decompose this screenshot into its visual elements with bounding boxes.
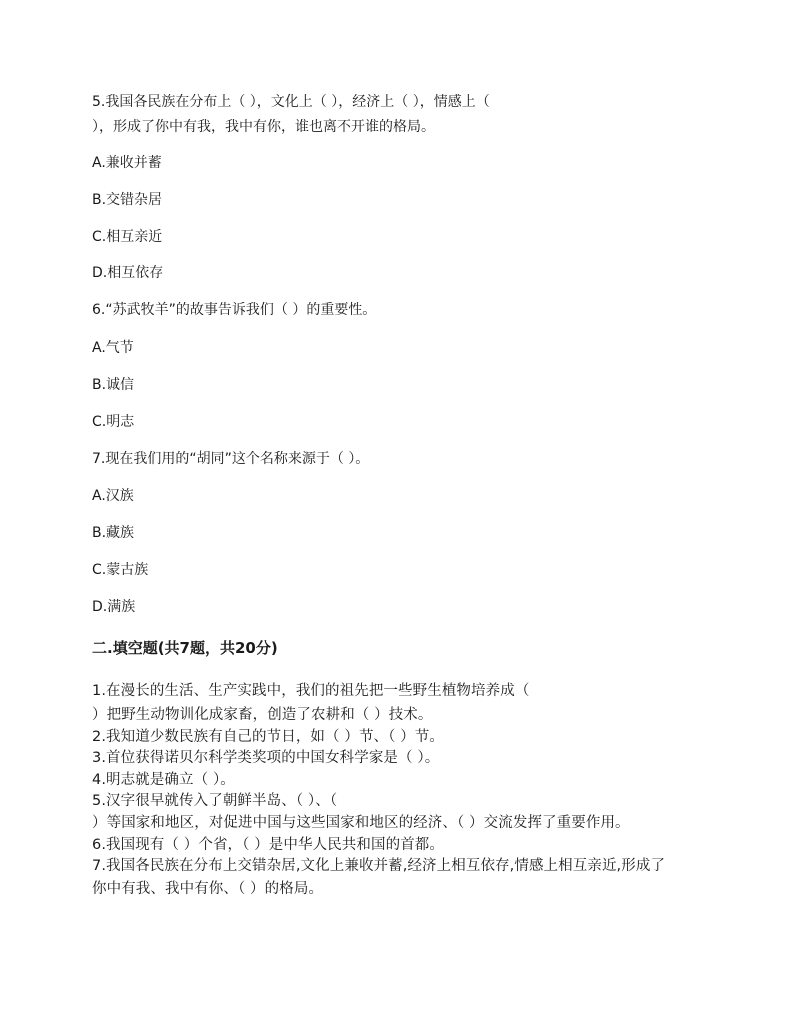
- question-6-option-a: A.气节: [92, 340, 134, 356]
- question-6-option-c: C.明志: [92, 414, 135, 430]
- fill-line-7: ）等国家和地区，对促进中国与这些国家和地区的经济、（ ）交流发挥了重要作用。: [92, 815, 630, 831]
- fill-line-1: 1.在漫长的生活、生产实践中，我们的祖先把一些野生植物培养成（: [92, 683, 530, 699]
- question-5-option-d: D.相互依存: [92, 265, 164, 281]
- fill-line-8: 6.我国现有（ ）个省，（ ）是中华人民共和国的首都。: [92, 837, 445, 853]
- fill-line-6: 5.汉字很早就传入了朝鲜半岛、（ ）、（: [92, 793, 338, 809]
- section-title: 二.填空题(共7题，共20分): [92, 639, 278, 657]
- question-5-option-a: A.兼收并蓄: [92, 155, 162, 171]
- question-7-option-d: D.满族: [92, 599, 136, 615]
- question-7-option-c: C.蒙古族: [92, 562, 149, 578]
- fill-line-4: 3.首位获得诺贝尔科学类奖项的中国女科学家是（ ）。: [92, 750, 440, 766]
- question-6-option-b: B.诚信: [92, 377, 135, 393]
- fill-line-3: 2.我知道少数民族有自己的节日，如（ ）节、（ ）节。: [92, 729, 445, 745]
- question-7-option-b: B.藏族: [92, 525, 135, 541]
- question-5-option-c: C.相互亲近: [92, 229, 163, 245]
- question-7-option-a: A.汉族: [92, 488, 134, 504]
- fill-line-2: ）把野生动物训化成家畜，创造了农耕和（ ）技术。: [92, 707, 433, 723]
- question-6-stem: 6.“苏武牧羊”的故事告诉我们（ ）的重要性。: [92, 302, 377, 318]
- question-5-stem-line-2: ），形成了你中有我，我中有你，谁也离不开谁的格局。: [92, 119, 435, 135]
- question-5-stem-line-1: 5.我国各民族在分布上（ ），文化上（ ），经济上（ ），情感上（: [92, 94, 490, 110]
- question-7-stem: 7.现在我们用的“胡同”这个名称来源于（ ）。: [92, 451, 370, 467]
- fill-line-10: 你中有我、我中有你、（ ）的格局。: [92, 881, 324, 897]
- fill-line-9: 7.我国各民族在分布上交错杂居,文化上兼收并蓄,经济上相互依存,情感上相互亲近,形成了: [92, 858, 666, 874]
- fill-line-5: 4.明志就是确立（ ）。: [92, 772, 235, 788]
- question-5-option-b: B.交错杂居: [92, 192, 163, 208]
